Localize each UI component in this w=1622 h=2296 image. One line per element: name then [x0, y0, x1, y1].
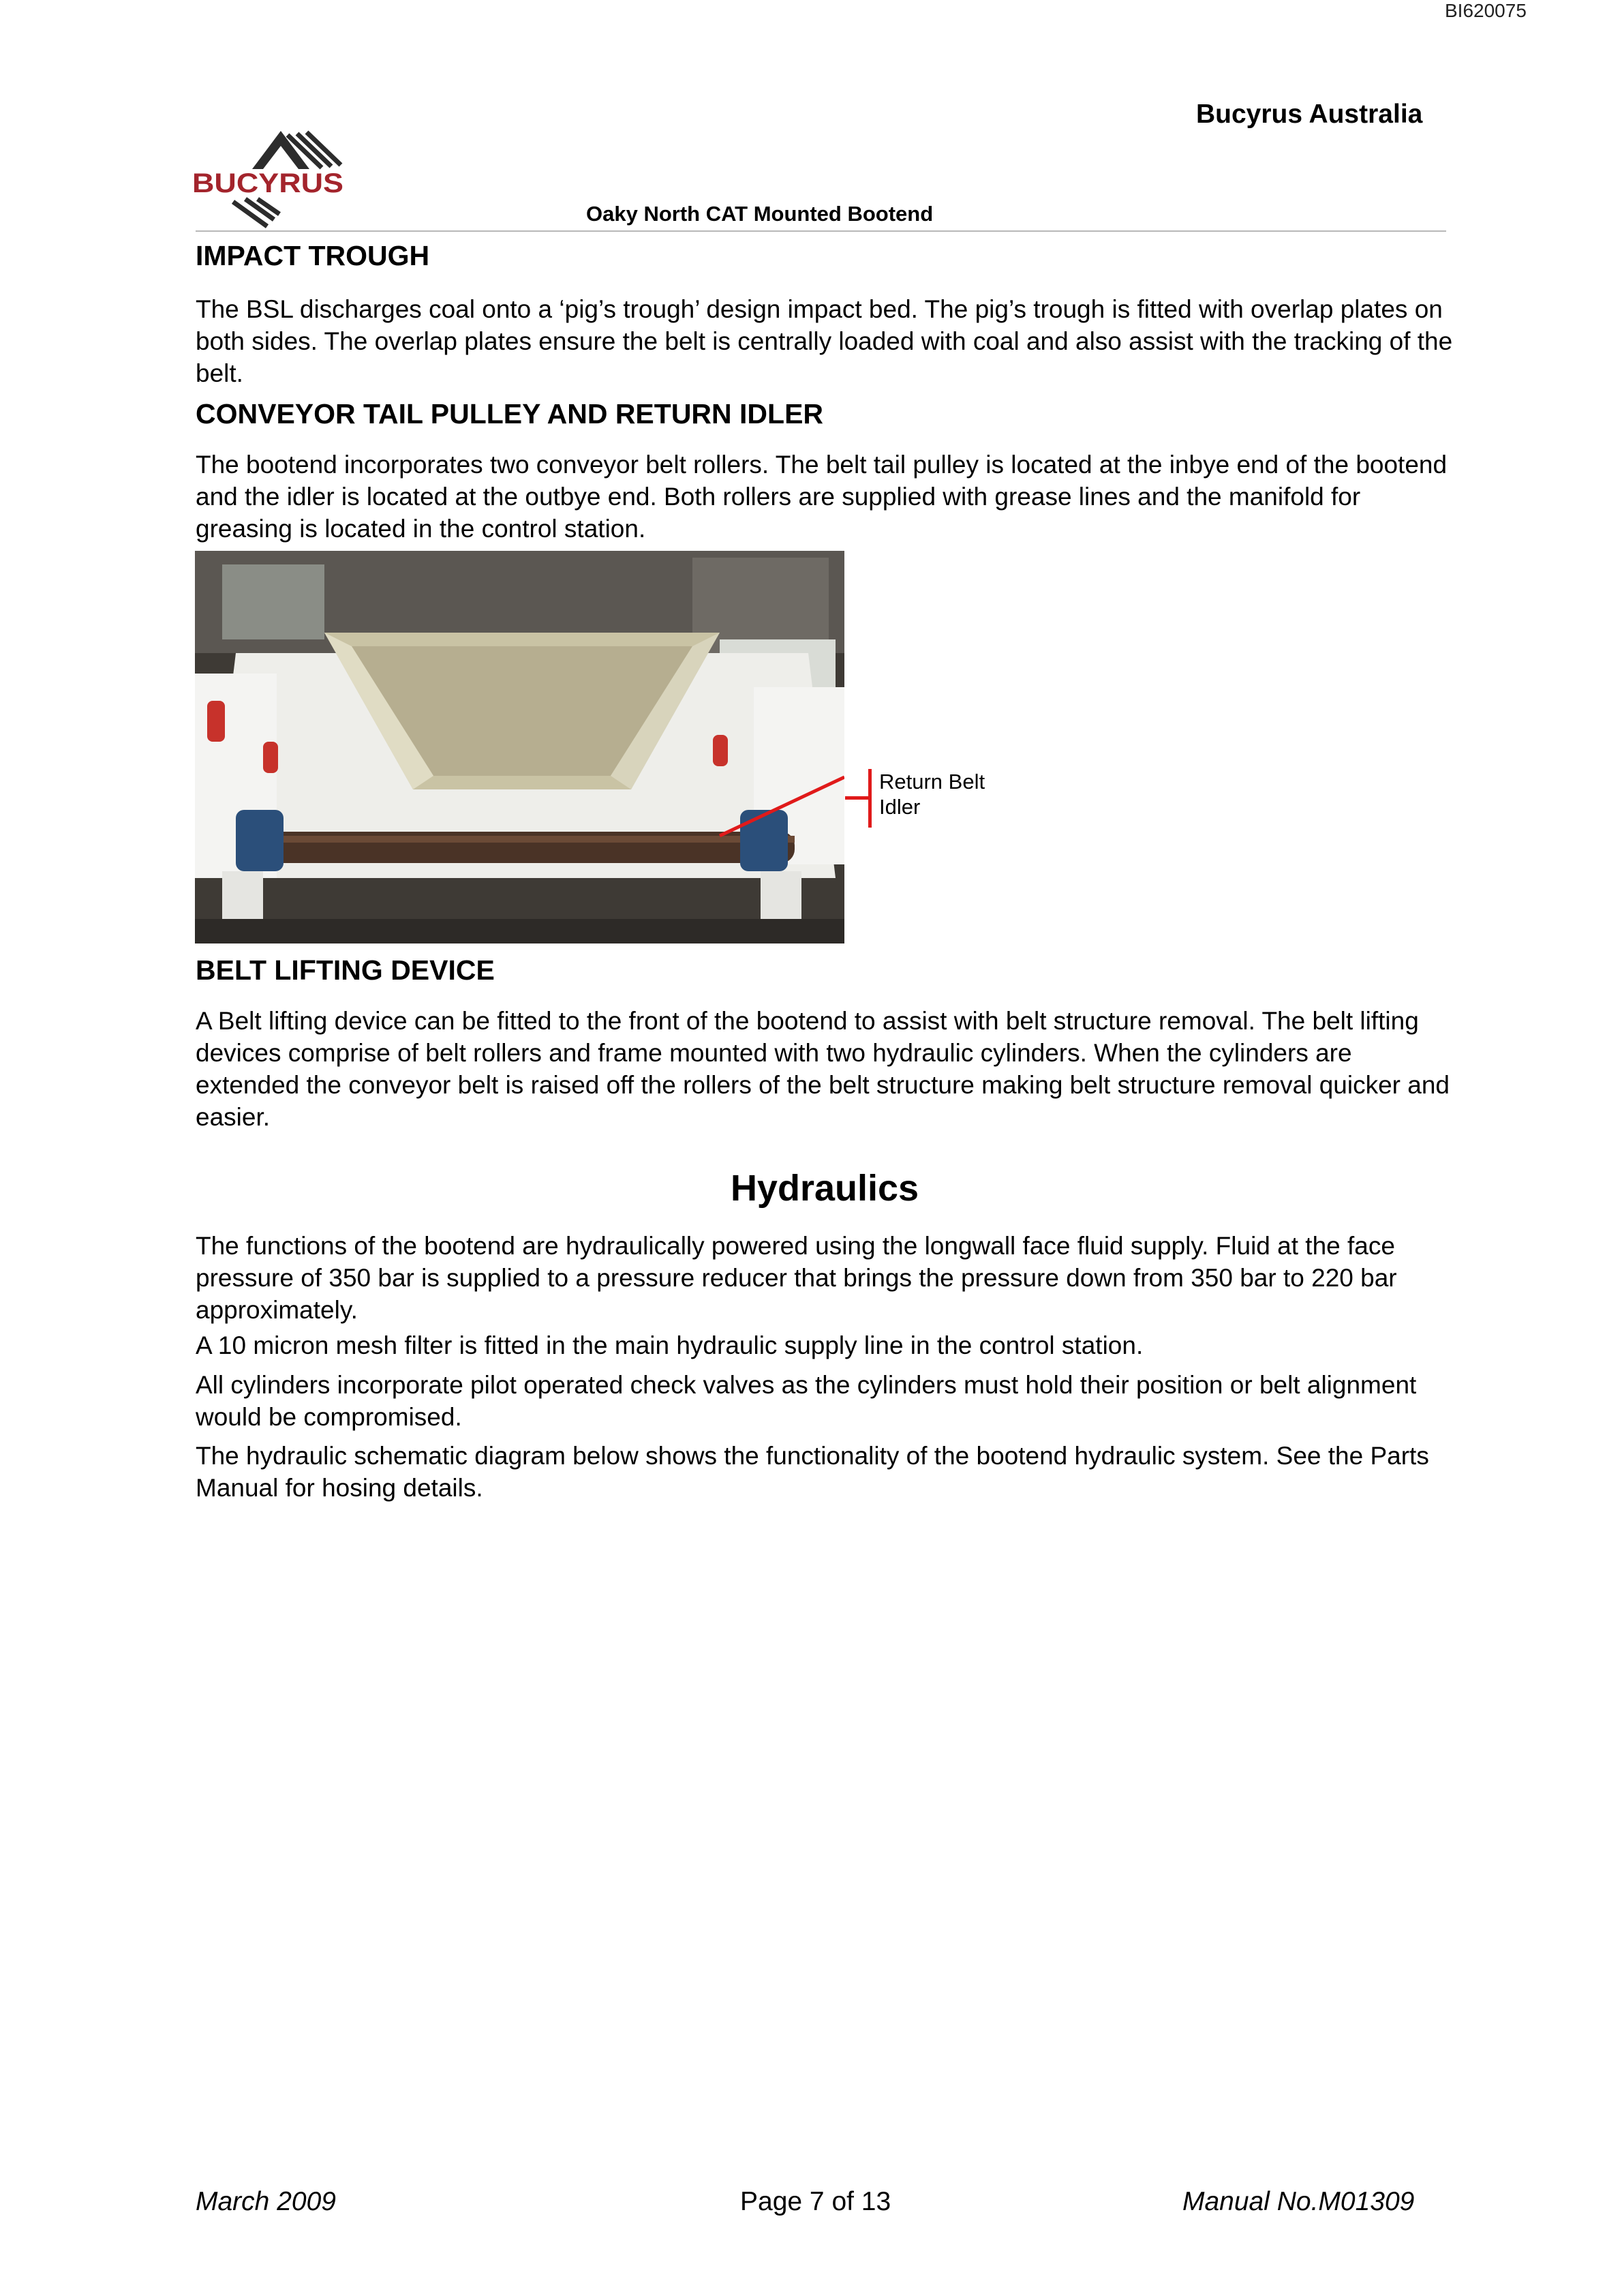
bucyrus-logo	[192, 128, 346, 229]
return-belt-idler-callout	[879, 769, 985, 819]
hydraulics-paragraph-4: The hydraulic schematic diagram below shows the functionality of the bootend hydraulic system. See the Parts Manual for hosing details.	[196, 1442, 1429, 1502]
company-name: Bucyrus Australia	[1196, 100, 1423, 129]
belt-lifting-heading: BELT LIFTING DEVICE	[196, 954, 495, 986]
hydraulics-paragraph-1: The functions of the bootend are hydraulically powered using the longwall face fluid supply. Fluid at the face pressure of 350 bar is supplied to a pressure reducer that brings the pressure down from 350 bar to 220 bar approximately.	[196, 1232, 1397, 1324]
impact-trough-heading: IMPACT TROUGH	[196, 240, 430, 271]
document-code: BI620075	[1445, 0, 1527, 21]
callout-line1: Return Belt	[879, 770, 985, 794]
tail-pulley-heading: CONVEYOR TAIL PULLEY AND RETURN IDLER	[196, 398, 824, 429]
belt-lifting-text: A Belt lifting device can be fitted to the front of the bootend to assist with belt structure removal. The belt lifting devices comprise of belt rollers and frame mounted with two hydraulic cylinders. When the cylinders are extended the conveyor belt is raised off the rollers of the belt structure making belt structure removal quicker and easier.	[196, 1007, 1450, 1131]
callout-pointer	[845, 796, 871, 800]
hydraulics-heading: Hydraulics	[730, 1168, 919, 1209]
bootend-photo	[195, 551, 844, 943]
callout-bracket	[868, 769, 872, 828]
impact-trough-text: The BSL discharges coal onto a ‘pig’s trough’ design impact bed. The pig’s trough is fitted with overlap plates on both sides. The overlap plates ensure the belt is centrally loaded with coal and also assist with the tracking of the belt.	[196, 295, 1453, 387]
footer-date: March 2009	[196, 2187, 336, 2216]
footer-page-number: Page 7 of 13	[740, 2187, 891, 2216]
hydraulics-paragraph-2: A 10 micron mesh filter is fitted in the main hydraulic supply line in the control station.	[196, 1331, 1144, 1359]
header-divider	[196, 230, 1446, 232]
document-title: Oaky North CAT Mounted Bootend	[586, 202, 934, 226]
callout-line2: Idler	[879, 795, 921, 819]
footer-manual-number: Manual No.M01309	[1182, 2187, 1415, 2216]
tail-pulley-text: The bootend incorporates two conveyor belt rollers. The belt tail pulley is located at the inbye end of the bootend and the idler is located at the outbye end. Both rollers are supplied with grease lines and the manifold for greasing is located in the control station.	[196, 451, 1448, 543]
logo-wordmark: BUCYRUS	[192, 168, 343, 198]
hydraulics-paragraph-3: All cylinders incorporate pilot operated check valves as the cylinders must hold their position or belt alignment would be compromised.	[196, 1371, 1417, 1431]
